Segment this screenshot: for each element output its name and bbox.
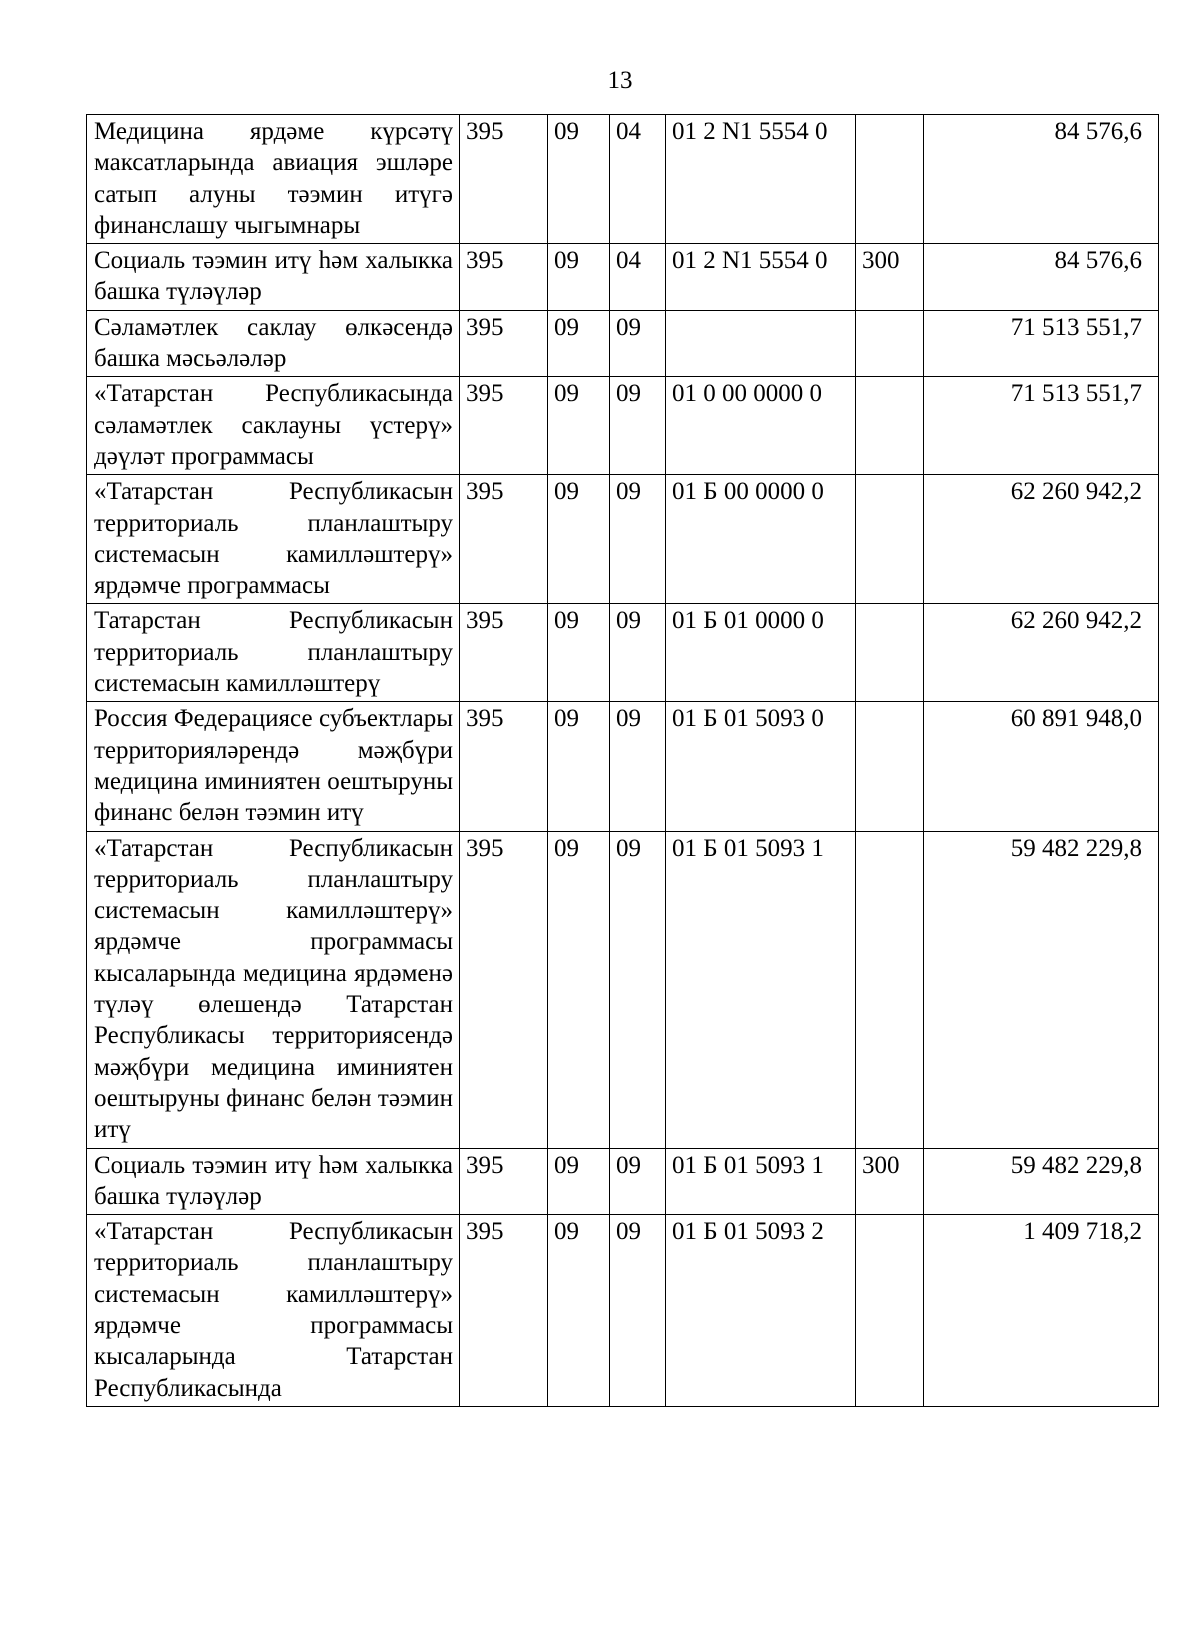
section-code-cell: 09 [548,702,610,831]
target-article-cell: 01 2 N1 5554 0 [666,244,856,311]
row-name-cell: «Татарстан Республикасын территориаль планлаштыру системасын камилләштерү» ярдәмче программасы кысаларында Татарстан Республикасында [87,1215,460,1407]
section-code-cell: 09 [548,115,610,244]
target-article-cell: 01 Б 01 5093 0 [666,702,856,831]
subsection-code-cell: 04 [610,244,666,311]
section-code-cell: 09 [548,831,610,1148]
amount-cell: 59 482 229,8 [924,831,1159,1148]
amount-cell: 62 260 942,2 [924,604,1159,702]
amount-cell: 71 513 551,7 [924,310,1159,377]
row-name-cell: Социаль тәэмин итү һәм халыкка башка түләүләр [87,244,460,311]
subsection-code-cell: 09 [610,1215,666,1407]
section-code-cell: 09 [548,475,610,604]
subsection-code-cell: 09 [610,702,666,831]
ministry-code-cell: 395 [460,702,548,831]
amount-cell: 62 260 942,2 [924,475,1159,604]
subsection-code-cell: 09 [610,604,666,702]
section-code-cell: 09 [548,604,610,702]
expense-type-cell [856,377,924,475]
table-row [87,831,1159,1148]
target-article-cell: 01 2 N1 5554 0 [666,115,856,244]
row-name-cell: Сәламәтлек саклау өлкәсендә башка мәсьәләләр [87,310,460,377]
amount-cell: 84 576,6 [924,115,1159,244]
table-row [87,702,1159,831]
section-code-cell: 09 [548,244,610,311]
subsection-code-cell: 09 [610,1148,666,1215]
row-name-cell: Россия Федерациясе субъектлары территорияләрендә мәҗбүри медицина иминиятен оештыруны финанс белән тәэмин итү [87,702,460,831]
expense-type-cell [856,831,924,1148]
subsection-code-cell: 09 [610,475,666,604]
table-row [87,310,1159,377]
target-article-cell: 01 Б 01 0000 0 [666,604,856,702]
subsection-code-cell: 04 [610,115,666,244]
ministry-code-cell: 395 [460,310,548,377]
row-name-cell: «Татарстан Республикасын территориаль планлаштыру системасын камилләштерү» ярдәмче программасы [87,475,460,604]
table-row [87,244,1159,311]
budget-table [86,114,1159,1407]
target-article-cell: 01 Б 01 5093 1 [666,831,856,1148]
expense-type-cell [856,115,924,244]
target-article-cell: 01 0 00 0000 0 [666,377,856,475]
table-row [87,1215,1159,1407]
ministry-code-cell: 395 [460,1148,548,1215]
table-row [87,475,1159,604]
section-code-cell: 09 [548,1148,610,1215]
subsection-code-cell: 09 [610,831,666,1148]
expense-type-cell [856,702,924,831]
ministry-code-cell: 395 [460,244,548,311]
section-code-cell: 09 [548,1215,610,1407]
target-article-cell: 01 Б 00 0000 0 [666,475,856,604]
section-code-cell: 09 [548,377,610,475]
page-number: 13 [607,67,633,94]
ministry-code-cell: 395 [460,377,548,475]
target-article-cell: 01 Б 01 5093 1 [666,1148,856,1215]
amount-cell: 60 891 948,0 [924,702,1159,831]
table-body [87,115,1159,1407]
amount-cell: 84 576,6 [924,244,1159,311]
target-article-cell: 01 Б 01 5093 2 [666,1215,856,1407]
amount-cell: 59 482 229,8 [924,1148,1159,1215]
ministry-code-cell: 395 [460,1215,548,1407]
ministry-code-cell: 395 [460,115,548,244]
subsection-code-cell: 09 [610,310,666,377]
table-row [87,377,1159,475]
table-row [87,604,1159,702]
row-name-cell: Татарстан Республикасын территориаль планлаштыру системасын камилләштерү [87,604,460,702]
expense-type-cell [856,475,924,604]
table-row [87,115,1159,244]
target-article-cell [666,310,856,377]
expense-type-cell: 300 [856,1148,924,1215]
ministry-code-cell: 395 [460,475,548,604]
table-row [87,1148,1159,1215]
amount-cell: 71 513 551,7 [924,377,1159,475]
expense-type-cell: 300 [856,244,924,311]
ministry-code-cell: 395 [460,831,548,1148]
expense-type-cell [856,604,924,702]
row-name-cell: Социаль тәэмин итү һәм халыкка башка түләүләр [87,1148,460,1215]
row-name-cell: «Татарстан Республикасында сәламәтлек саклауны үстерү» дәүләт программасы [87,377,460,475]
ministry-code-cell: 395 [460,604,548,702]
expense-type-cell [856,310,924,377]
expense-type-cell [856,1215,924,1407]
subsection-code-cell: 09 [610,377,666,475]
amount-cell: 1 409 718,2 [924,1215,1159,1407]
section-code-cell: 09 [548,310,610,377]
row-name-cell: «Татарстан Республикасын территориаль планлаштыру системасын камилләштерү» ярдәмче программасы кысаларында медицина ярдәменә түләү өлешендә Татарстан Республикасы территориясендә мәҗбүри медицина иминиятен оештыруны финанс белән тәэмин итү [87,831,460,1148]
row-name-cell: Медицина ярдәме күрсәтү максатларында авиация эшләре сатып алуны тәэмин итүгә финанслашу чыгымнары [87,115,460,244]
